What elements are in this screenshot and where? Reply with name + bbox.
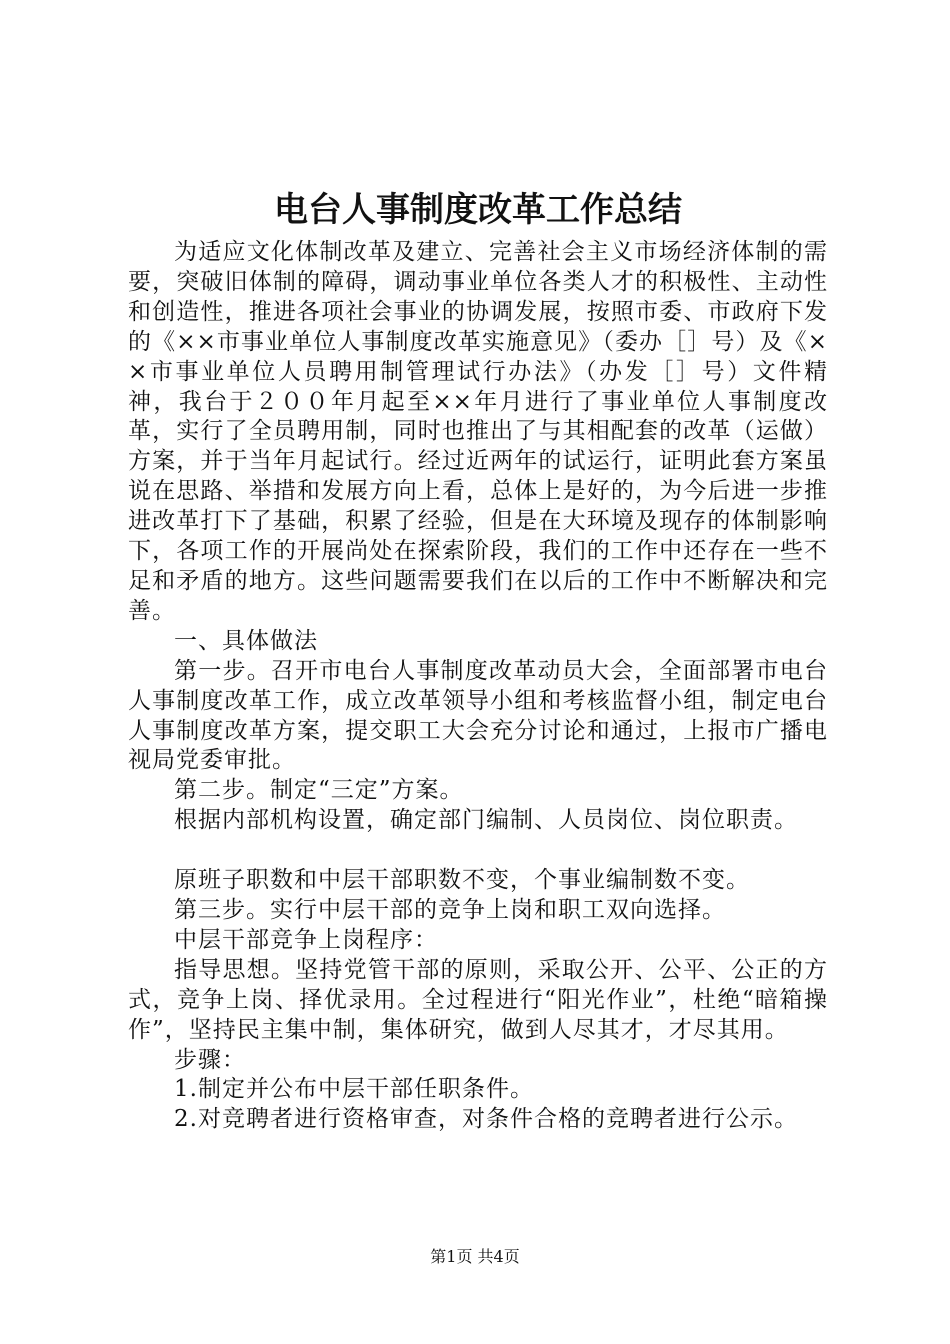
page-footer: 第1页 共4页 — [430, 1247, 520, 1266]
paragraph-staffing: 原班子职数和中层干部职数不变，个事业编制数不变。 — [174, 867, 750, 894]
paragraph-guiding-idea: 指导思想。坚持党管干部的原则，采取公开、公平、公正的方式，竞争上岗、择优录用。全过程进行“阳光作业”，杜绝“暗箱操作”，坚持民主集中制，集体研究，做到人尽其才，才尽其用。 — [128, 956, 828, 1043]
paragraph-step-2: 第二步。制定“三定”方案。 — [174, 777, 464, 804]
list-item-2: 2.对竞聘者进行资格审查，对条件合格的竞聘者进行公示。 — [174, 1106, 798, 1133]
paragraph-step-3: 第三步。实行中层干部的竞争上岗和职工双向选择。 — [174, 897, 726, 924]
paragraph-gap — [128, 836, 828, 866]
paragraph-step-1: 第一步。召开市电台人事制度改革动员大会，全面部署市电台人事制度改革工作，成立改革领导小组和考核监督小组，制定电台人事制度改革方案，提交职工大会充分讨论和通过，上报市广播电视局党委审批。 — [128, 657, 828, 774]
paragraph-intro: 为适应文化体制改革及建立、完善社会主义市场经济体制的需要，突破旧体制的障碍，调动事业单位各类人才的积极性、主动性和创造性，推进各项社会事业的协调发展，按照市委、市政府下发的《××市事业单位人事制度改革实施意见》（委办［］号）及《××市事业单位人员聘用制管理试行办法》（办发［］号）文件精神，我台于２００年月起至××年月进行了事业单位人事制度改革，实行了全员聘用制，同时也推出了与其相配套的改革（运做）方案，并于当年月起试行。经过近两年的试运行，证明此套方案虽说在思路、举措和发展方向上看，总体上是好的，为今后进一步推进改革打下了基础，积累了经验，但是在大环境及现存的体制影响下，各项工作的开展尚处在探索阶段，我们的工作中还存在一些不足和矛盾的地方。这些问题需要我们在以后的工作中不断解决和完善。 — [128, 239, 828, 624]
list-item-1: 1.制定并公布中层干部任职条件。 — [174, 1076, 534, 1103]
document-title: 电台人事制度改革工作总结 — [274, 190, 682, 230]
document-page — [128, 186, 828, 1135]
paragraph-procedure-heading: 中层干部竞争上岗程序： — [174, 926, 438, 953]
paragraph-steps-heading: 步骤： — [174, 1046, 246, 1073]
paragraph-org-setup: 根据内部机构设置，确定部门编制、人员岗位、岗位职责。 — [174, 807, 798, 834]
heading-section-1: 一、具体做法 — [174, 627, 318, 654]
